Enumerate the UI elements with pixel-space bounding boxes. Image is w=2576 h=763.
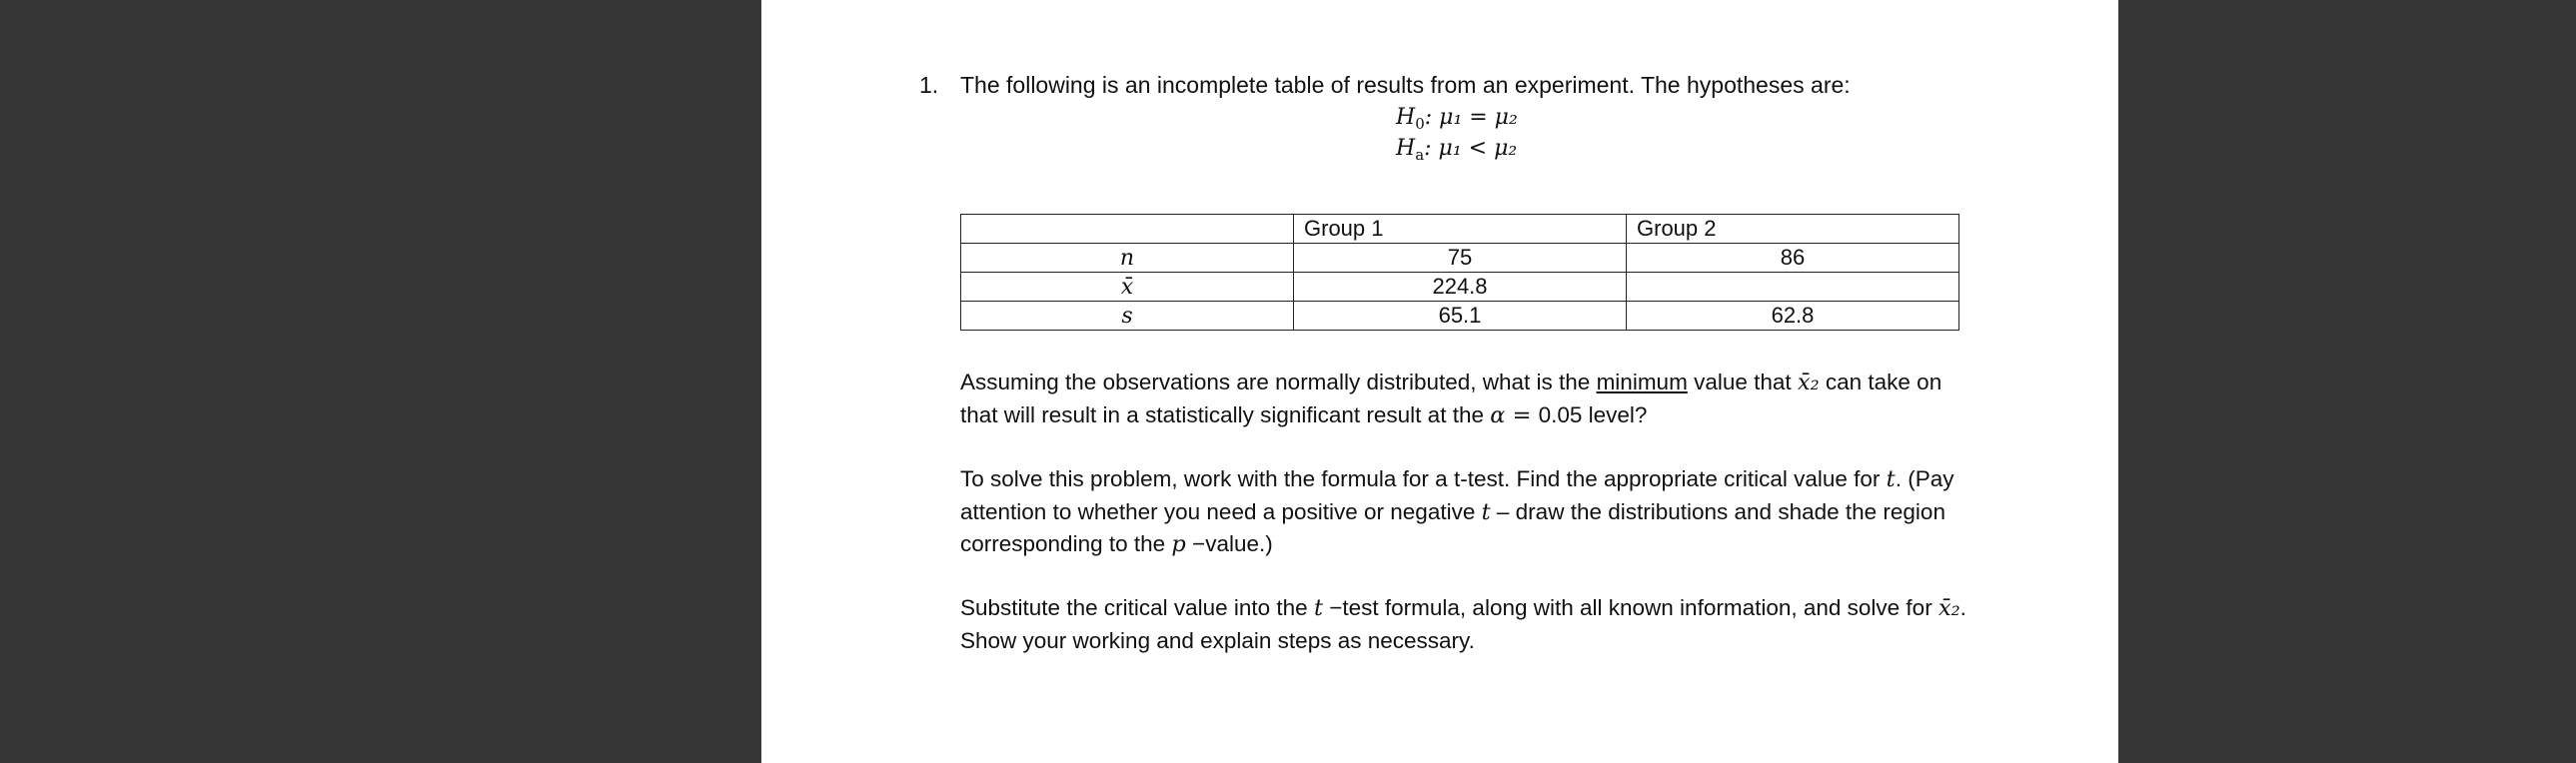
math-alpha: α = — [1490, 401, 1539, 428]
math-xbar2: x̄₂ — [1797, 370, 1820, 395]
document-page — [761, 0, 2118, 763]
question-number: 1. — [919, 72, 939, 98]
alternative-hypothesis: $H_a$: μ₁ < μ₂ — [1396, 136, 1518, 164]
question-paragraph-2: To solve this problem, work with the formula for a t-test. Find the appropriate critical value for t. (Pay attention to whether you need a positive or negative t – draw the distributions and shade the region corresponding to the p −value.) — [960, 466, 1954, 557]
cell-xbar-group-2 — [1627, 273, 1959, 302]
row-symbol-xbar: x̄ — [961, 273, 1294, 302]
cell-n-group-2: 86 — [1627, 244, 1959, 273]
math-xbar2: x̄₂ — [1937, 595, 1960, 621]
math-t: t — [1481, 498, 1491, 525]
table-row — [961, 273, 1959, 302]
results-table — [960, 214, 1959, 331]
header-cell-empty — [961, 215, 1294, 244]
cell-xbar-group-1: 224.8 — [1294, 273, 1627, 302]
table-row — [961, 244, 1959, 273]
header-cell-group-2: Group 2 — [1627, 215, 1959, 244]
table-row — [961, 302, 1959, 331]
question-paragraph-1: Assuming the observations are normally distributed, what is the minimum value that x̄₂ can take on that will result in a statistically significant result at the α = 0.05 level? — [960, 370, 1942, 428]
cell-s-group-2: 62.8 — [1627, 302, 1959, 331]
question-intro: The following is an incomplete table of results from an experiment. The hypotheses are: — [960, 72, 1851, 98]
cell-s-group-1: 65.1 — [1294, 302, 1627, 331]
question-paragraph-3: Substitute the critical value into the t −test formula, along with all known information, and solve for x̄₂. Show your working and explain steps as necessary. — [960, 595, 1966, 653]
header-cell-group-1: Group 1 — [1294, 215, 1627, 244]
row-symbol-n: n — [961, 244, 1294, 273]
row-symbol-s: s — [961, 302, 1294, 331]
cell-n-group-1: 75 — [1294, 244, 1627, 273]
math-p: p — [1171, 531, 1186, 557]
null-hypothesis: $H_0$: μ₁ = μ₂ — [1396, 105, 1518, 133]
math-t: t — [1886, 466, 1896, 492]
emphasis-minimum: minimum — [1596, 370, 1688, 394]
math-t: t — [1313, 595, 1323, 621]
table-header-row — [961, 215, 1959, 244]
